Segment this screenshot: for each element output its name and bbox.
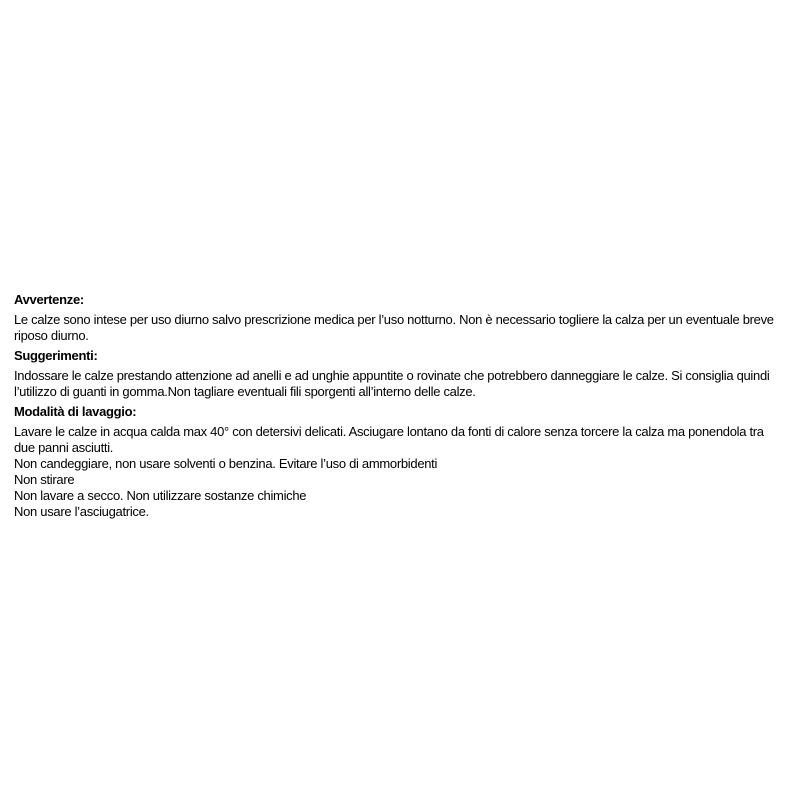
section-modalita-di-lavaggio	[14, 404, 788, 520]
text-line: riposo diurno.	[14, 328, 89, 343]
section-heading-avvertenze: Avvertenze:	[14, 292, 84, 307]
text-line: Le calze sono intese per uso diurno salvo prescrizione medica per l’uso notturno. Non è necessario togliere la calza per un eventuale breve	[14, 312, 774, 327]
section-heading-suggerimenti: Suggerimenti:	[14, 348, 98, 363]
section-suggerimenti	[14, 348, 788, 400]
text-line: Non candeggiare, non usare solventi o benzina. Evitare l’uso di ammorbidenti	[14, 456, 438, 471]
text-line: Non lavare a secco. Non utilizzare sostanze chimiche	[14, 488, 307, 503]
text-line: due panni asciutti.	[14, 440, 114, 455]
text-line: Non usare l’asciugatrice.	[14, 504, 149, 519]
section-heading-modalita-di-lavaggio: Modalità di lavaggio:	[14, 404, 137, 419]
text-line: Lavare le calze in acqua calda max 40° con detersivi delicati. Asciugare lontano da fonti di calore senza torcere la calza ma ponendola tra	[14, 424, 764, 439]
care-instructions-text-block	[14, 292, 788, 520]
text-line: Non stirare	[14, 472, 75, 487]
text-line: Indossare le calze prestando attenzione ad anelli e ad unghie appuntite o rovinate che potrebbero danneggiare le calze. Si consiglia quindi	[14, 368, 770, 383]
text-line: l’utilizzo di guanti in gomma.Non tagliare eventuali fili sporgenti all’interno delle calze.	[14, 384, 476, 399]
section-avvertenze	[14, 292, 788, 344]
